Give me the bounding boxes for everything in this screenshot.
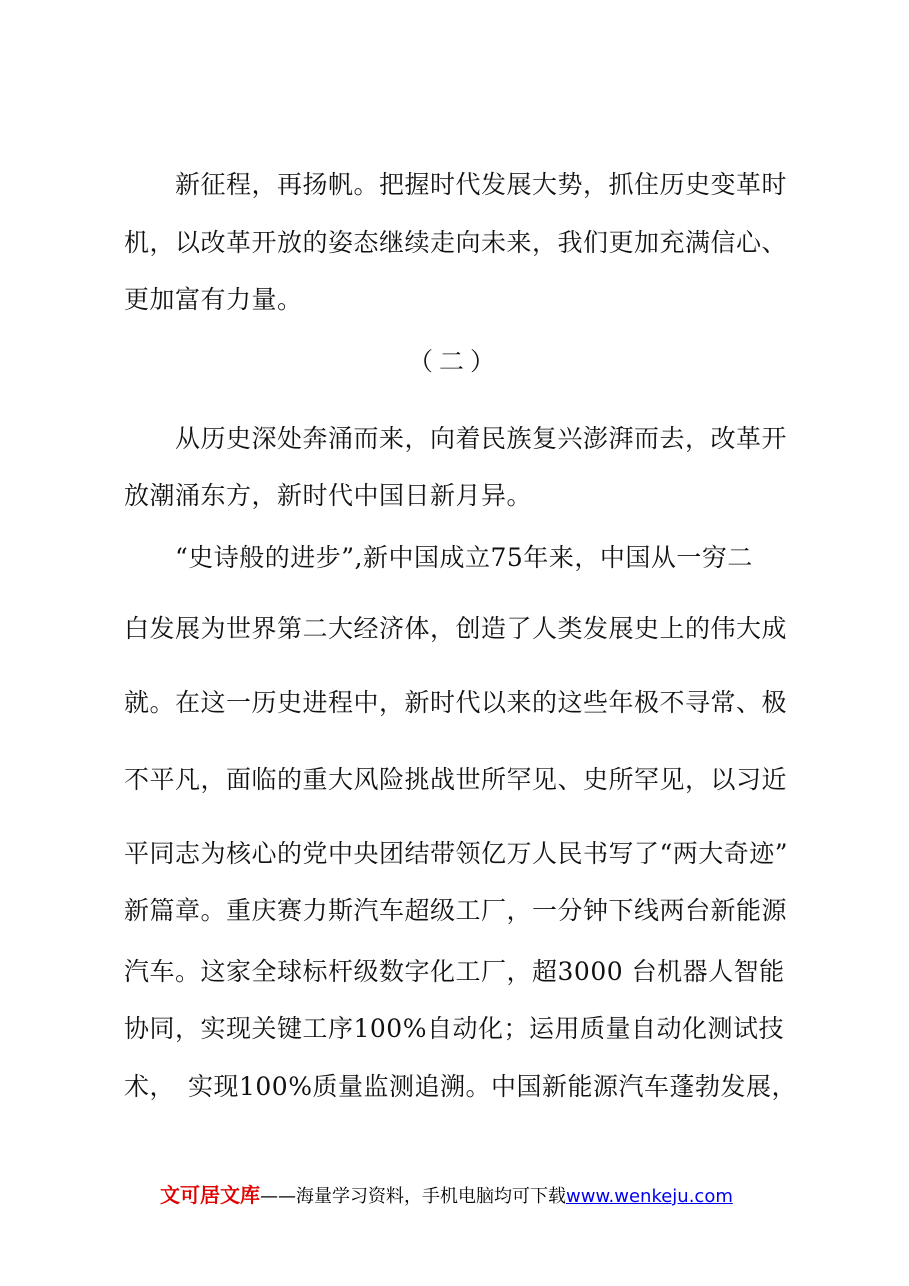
footer-link[interactable]: www.wenkeju.com — [566, 1186, 733, 1207]
body-text-line: 就。在这一历史进程中，新时代以来的这些年极不寻常、极 — [124, 688, 788, 717]
section-heading: （二） — [407, 347, 501, 376]
body-text-line: 放潮涌东方，新时代中国日新月异。 — [124, 481, 533, 510]
body-text-line: 术， 实现100%质量监测追溯。中国新能源汽车蓬勃发展， — [124, 1072, 797, 1101]
body-text-line: 新篇章。重庆赛力斯汽车超级工厂，一分钟下线两台新能源 — [124, 896, 788, 925]
body-text-line: 机，以改革开放的姿态继续走向未来，我们更加充满信心、 — [124, 228, 788, 257]
body-text-line: 协同，实现关键工序100%自动化；运用质量自动化测试技 — [124, 1014, 784, 1043]
body-text-line: 平同志为核心的党中央团结带领亿万人民书写了“两大奇迹” — [124, 839, 789, 868]
body-text-line: 汽车。这家全球标杆级数字化工厂，超3000 台机器人智能 — [124, 957, 785, 986]
body-text-line: 不平凡，面临的重大风险挑战世所罕见、史所罕见，以习近 — [124, 765, 788, 794]
body-text-line: 更加富有力量。 — [124, 285, 303, 314]
footer-brand: 文可居文库 — [160, 1183, 260, 1207]
footer-banner — [160, 1182, 800, 1210]
body-text-line: “史诗般的进步”,新中国成立75年来，中国从一穷二 — [124, 543, 753, 572]
body-text-line: 从历史深处奔涌而来，向着民族复兴澎湃而去，改革开 — [124, 424, 788, 453]
body-text-line: 新征程，再扬帆。把握时代发展大势，抓住历史变革时 — [124, 170, 788, 199]
footer-tagline: ——海量学习资料，手机电脑均可下载 — [260, 1186, 566, 1207]
body-text-line: 白发展为世界第二大经济体，创造了人类发展史上的伟大成 — [124, 614, 788, 643]
